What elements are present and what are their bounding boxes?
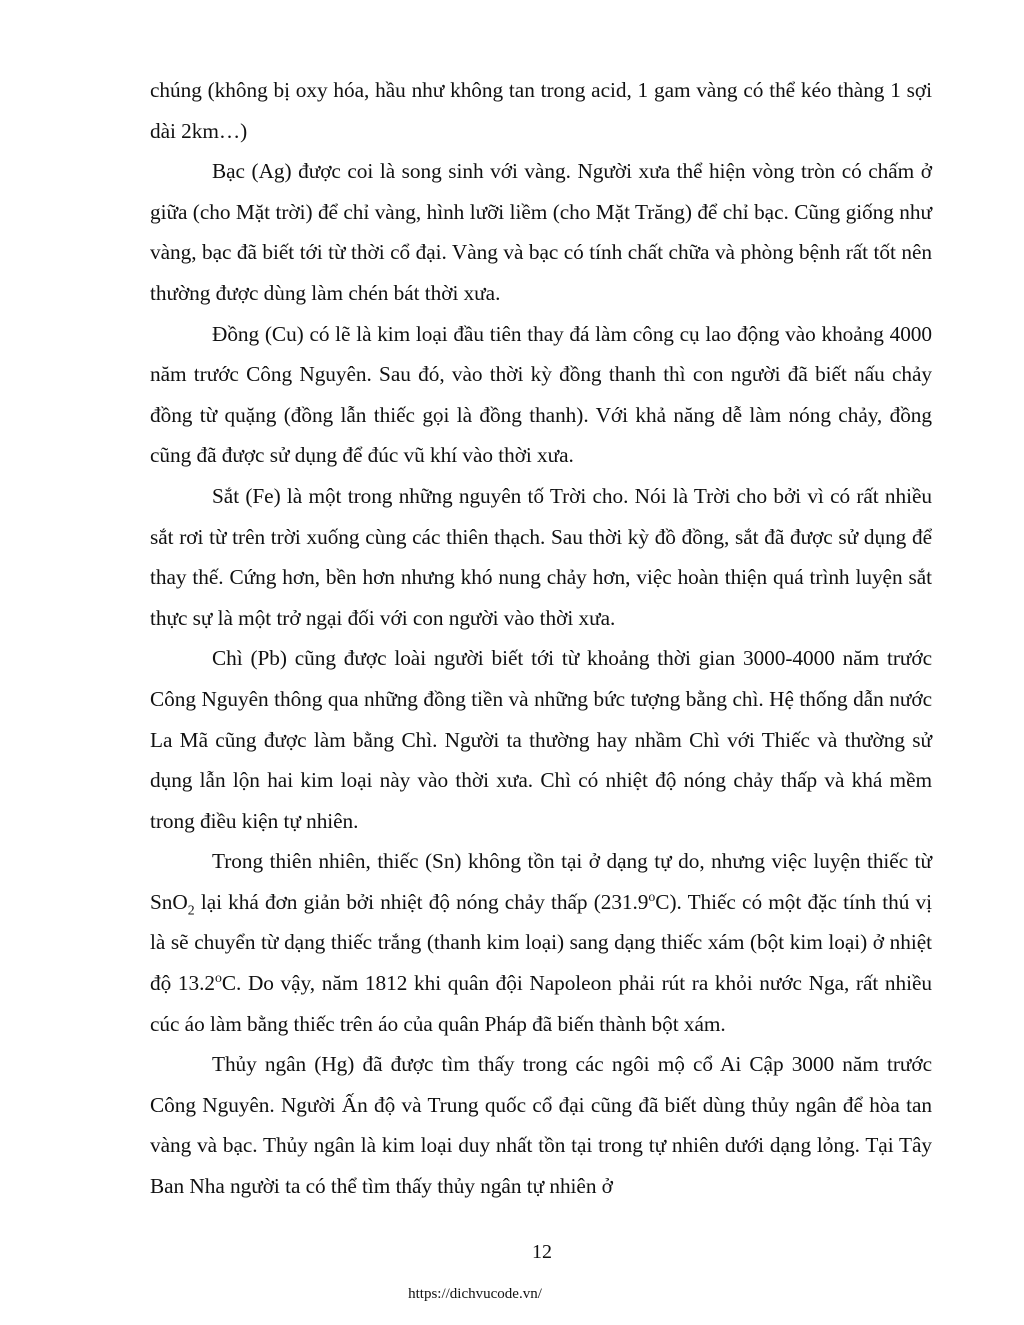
paragraph-copper: Đồng (Cu) có lẽ là kim loại đầu tiên thay đá làm công cụ lao động vào khoảng 4000 năm trước Công Nguyên. Sau đó, vào thời kỳ đồng thanh thì con người đã biết nấu chảy đồng từ quặng (đồng lẫn thiếc gọi là đồng thanh). Với khả năng dễ làm nóng chảy, đồng cũng đã được sử dụng để đúc vũ khí vào thời xưa.: [150, 321, 932, 468]
tin-text-a: Trong thiên nhiên, thiếc (Sn) không tồn tại ở dạng tự do, nhưng việc luyện thiếc từ SnO: [150, 849, 932, 914]
paragraph-silver: Bạc (Ag) được coi là song sinh với vàng. Người xưa thể hiện vòng tròn có chấm ở giữa (cho Mặt trời) để chỉ vàng, hình lưỡi liềm (cho Mặt Trăng) để chỉ bạc. Cũng giống như vàng, bạc đã biết tới từ thời cổ đại. Vàng và bạc có tính chất chữa và phòng bệnh rất tốt nên thường được dùng làm chén bát thời xưa.: [150, 159, 932, 305]
tin-text-c: C). Thiếc có một đặc tính thú vị là sẽ chuyển từ dạng thiếc trắng (thanh kim loại) sang dạng thiếc xám (bột kim loại) ở nhiệt độ 13.2: [150, 889, 932, 996]
paragraph-mercury: Thủy ngân (Hg) đã được tìm thấy trong các ngôi mộ cổ Ai Cập 3000 năm trước Công Nguyên. Người Ấn độ và Trung quốc cổ đại cũng đã biết dùng thủy ngân để hòa tan vàng và bạc. Thủy ngân là kim loại duy nhất tồn tại trong tự nhiên dưới dạng lỏng. Tại Tây Ban Nha người ta có thể tìm thấy thủy ngân tự nhiên ở: [150, 1052, 932, 1199]
degree-superscript-2: o: [214, 969, 222, 985]
paragraph-continued: chúng (không bị oxy hóa, hầu như không tan trong acid, 1 gam vàng có thể kéo thàng 1 sợi dài 2km…): [150, 78, 932, 143]
paragraph-iron: Sắt (Fe) là một trong những nguyên tố Trời cho. Nói là Trời cho bởi vì có rất nhiều sắt rơi từ trên trời xuống cùng các thiên thạch. Sau thời kỳ đồ đồng, sắt đã được sử dụng để thay thế. Cứng hơn, bền hơn nhưng khó nung chảy hơn, việc hoàn thiện quá trình luyện sắt thực sự là một trở ngại đối với con người vào thời xưa.: [150, 483, 932, 630]
paragraph-lead: Chì (Pb) cũng được loài người biết tới từ khoảng thời gian 3000-4000 năm trước Công Nguyên thông qua những đồng tiền và những bức tượng bằng chì. Hệ thống dẫn nước La Mã cũng được làm bằng Chì. Người ta thường hay nhầm Chì với Thiếc và thường sử dụng lẫn lộn hai kim loại này vào thời xưa. Chì có nhiệt độ nóng chảy thấp và khá mềm trong điều kiện tự nhiên.: [150, 646, 932, 833]
page-number: 12: [532, 1241, 552, 1263]
tin-text-b: lại khá đơn giản bởi nhiệt độ nóng chảy thấp (231.9: [194, 889, 649, 914]
tin-subscript: 2: [187, 902, 195, 918]
degree-superscript-1: o: [648, 888, 656, 904]
body-text: [150, 70, 932, 1207]
paragraph-tin: [150, 841, 932, 1044]
tin-text-d: C. Do vậy, năm 1812 khi quân đội Napoleon phải rút ra khỏi nước Nga, rất nhiều cúc áo làm bằng thiếc trên áo của quân Pháp đã biến thành bột xám.: [150, 971, 932, 1036]
footer-url: https://dichvucode.vn/: [408, 1286, 542, 1302]
